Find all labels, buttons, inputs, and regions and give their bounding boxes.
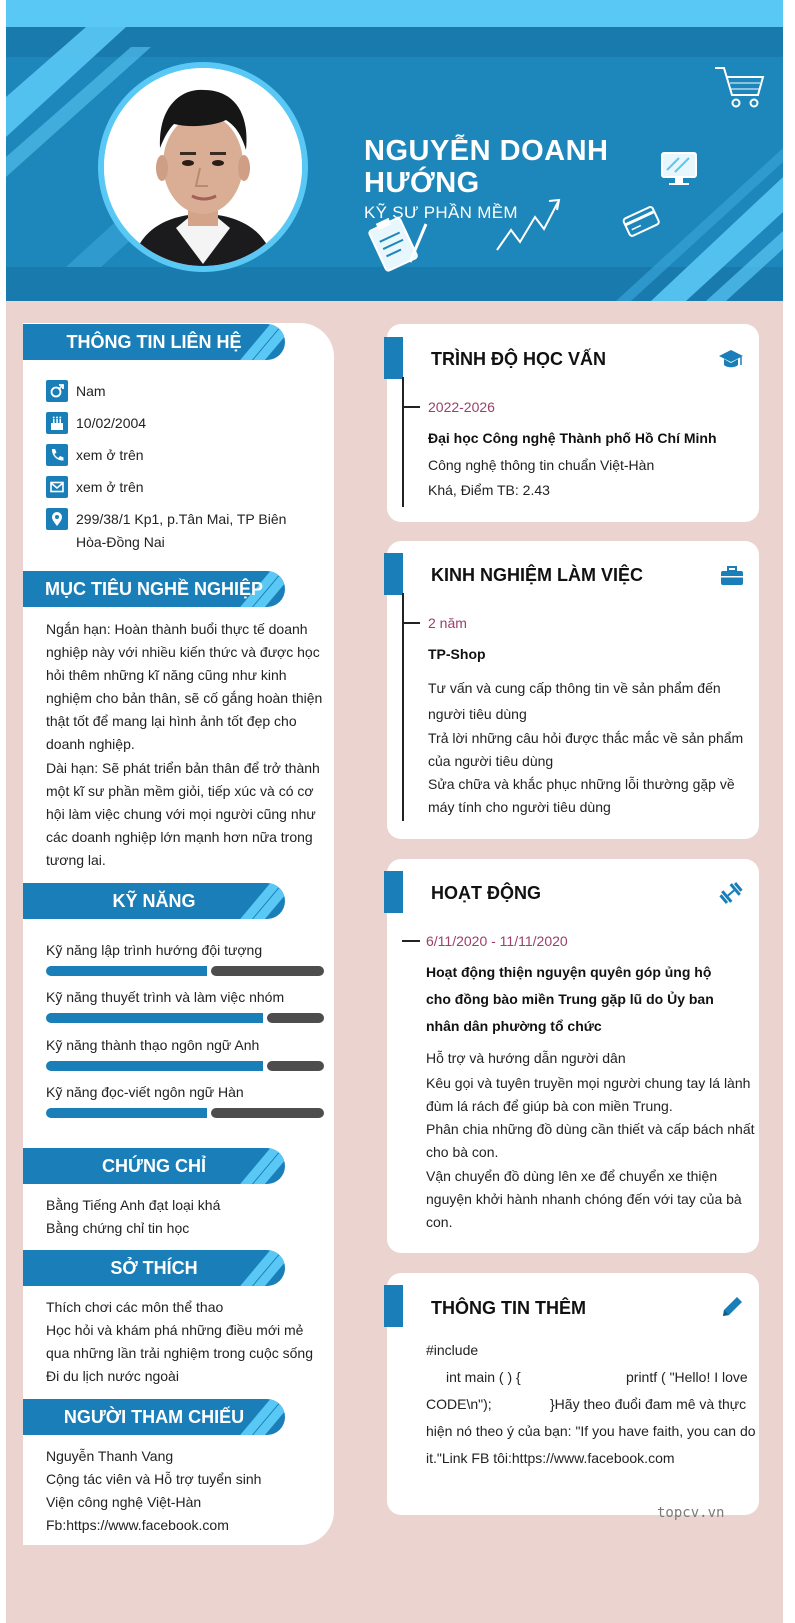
activity-task: Vận chuyển đồ dùng lên xe để chuyển xe thiện nguyện khởi hành nhanh chóng đến với tay của bà con. [426, 1168, 742, 1230]
contact-gender [46, 380, 306, 403]
section-title: THÔNG TIN THÊM [431, 1298, 586, 1318]
activity-period: 6/11/2020 - 11/11/2020 [426, 933, 568, 949]
contact-phone [46, 444, 306, 467]
skill-bar [46, 966, 324, 976]
section-hobbies-header [23, 1250, 285, 1286]
top-strip [6, 0, 783, 27]
activity-task: Kêu gọi và tuyên truyền mọi người chung tay lá lành đùm lá rách để giúp bà con miền Trung. [426, 1075, 751, 1114]
experience-period: 2 năm [428, 615, 467, 631]
location-pin-icon [46, 508, 68, 530]
birthday-value: 10/02/2004 [76, 415, 147, 431]
briefcase-icon [719, 563, 745, 589]
skill-label: Kỹ năng đọc-viết ngôn ngữ Hàn [46, 1084, 244, 1100]
reference-item: Cộng tác viên và Hỗ trợ tuyển sinh [46, 1471, 262, 1487]
contact-birthday [46, 412, 306, 435]
address-value: 299/38/1 Kp1, p.Tân Mai, TP Biên Hòa-Đồng Nai [76, 511, 287, 550]
email-icon [46, 476, 68, 498]
skill-label: Kỹ năng thuyết trình và làm việc nhóm [46, 989, 285, 1005]
hobby-item: Đi du lịch nước ngoài [46, 1368, 179, 1384]
hobby-item: Học hỏi và khám phá những điều mới mẻ qua những lần trải nghiệm trong cuộc sống [46, 1322, 313, 1361]
skill-label: Kỹ năng lập trình hướng đội tượng [46, 942, 263, 958]
skill-bar-fill [46, 966, 207, 976]
extra-line: hiện nó theo ý của bạn: "If you have faith, you can do [426, 1423, 756, 1439]
extra-line: }Hãy theo đuổi đam mê và thực [550, 1396, 747, 1412]
extra-line: CODE\n"); [426, 1396, 492, 1412]
section-title: KỸ NĂNG [112, 891, 196, 911]
section-title: NGƯỜI THAM CHIẾU [63, 1407, 245, 1427]
pencil-icon [719, 1294, 745, 1320]
experience-duty: Trả lời những câu hỏi được thắc mắc về sản phẩm của người tiêu dùng [428, 730, 744, 769]
section-skills-header [23, 883, 285, 919]
skill-bar-fill [46, 1013, 263, 1023]
extra-line: it."Link FB tôi:https://www.facebook.com [426, 1450, 675, 1466]
email-value: xem ở trên [76, 479, 144, 495]
phone-value: xem ở trên [76, 447, 144, 463]
job-title: KỸ SƯ PHẦN MỀM [364, 203, 518, 222]
monitor-icon [659, 150, 701, 188]
cv-page [6, 0, 783, 1623]
skill-bar [46, 1061, 324, 1071]
skill-bar-rest [267, 1061, 324, 1071]
section-references-header [23, 1399, 285, 1435]
extra-line: printf ( "Hello! I love [626, 1369, 748, 1385]
extra-line: int main ( ) { [446, 1369, 521, 1385]
education-school: Đại học Công nghệ Thành phố Hồ Chí Minh [428, 430, 717, 446]
skill-label: Kỹ năng thành thạo ngôn ngữ Anh [46, 1037, 260, 1053]
skill-bar-rest [211, 966, 324, 976]
section-contact-header [23, 324, 285, 360]
section-title: THÔNG TIN LIÊN HỆ [66, 332, 242, 352]
skill-bar [46, 1013, 324, 1023]
dumbbell-icon [718, 880, 744, 906]
objective-short-term: Ngắn hạn: Hoàn thành buổi thực tế doanh nghiệp này với nhiều kiến thức và được học hỏi thêm những kĩ năng cũng như kinh nghiệm cho bản thân, sẽ cố gắng hoàn thiện thật tốt để mang lại hình ảnh tốt đẹp cho doanh nghiệp. [46, 621, 323, 752]
birthday-cake-icon [46, 412, 68, 434]
header-banner [6, 27, 783, 301]
gender-value: Nam [76, 383, 106, 399]
section-title: KINH NGHIỆM LÀM VIỆC [431, 565, 644, 585]
objective-long-term: Dài hạn: Sẽ phát triển bản thân để trở thành một kĩ sư phần mềm giỏi, tiếp xúc và có cơ hội làm việc chung với mọi người cũng như các doanh nghiệp lớn mạnh hơn nữa trong tương lai. [46, 760, 320, 868]
graduation-cap-icon [718, 346, 744, 372]
experience-company: TP-Shop [428, 646, 486, 662]
section-title: MỤC TIÊU NGHỀ NGHIỆP [44, 579, 263, 599]
reference-item: Viện công nghệ Việt-Hàn [46, 1494, 202, 1510]
reference-item: Nguyễn Thanh Vang [46, 1448, 174, 1464]
watermark: topcv.vn [657, 1505, 725, 1521]
section-title: CHỨNG CHỈ [102, 1156, 206, 1176]
section-certificates-header [23, 1148, 285, 1184]
activity-task: Phân chia những đồ dùng cần thiết và cấp bách nhất cho bà con. [426, 1121, 755, 1160]
contact-email [46, 476, 306, 499]
avatar [104, 68, 302, 266]
section-title: TRÌNH ĐỘ HỌC VẤN [431, 349, 606, 369]
education-major: Công nghệ thông tin chuẩn Việt-Hàn [428, 457, 655, 473]
skill-bar-rest [267, 1013, 324, 1023]
skill-bar-rest [211, 1108, 324, 1118]
skill-bar [46, 1108, 324, 1118]
credit-card-icon [621, 205, 661, 237]
section-objective-header [23, 571, 285, 607]
experience-duty: Sửa chữa và khắc phục những lỗi thường gặp về máy tính cho người tiêu dùng [428, 776, 735, 815]
skill-bar-fill [46, 1061, 263, 1071]
activity-task: Hỗ trợ và hướng dẫn người dân [426, 1050, 626, 1066]
skill-bar-fill [46, 1108, 207, 1118]
reference-item: Fb:https://www.facebook.com [46, 1517, 229, 1533]
hobby-item: Thích chơi các môn thể thao [46, 1299, 224, 1315]
extra-line: #include [426, 1342, 479, 1358]
section-title: HOẠT ĐỘNG [431, 883, 541, 903]
education-grade: Khá, Điểm TB: 2.43 [428, 482, 550, 498]
education-period: 2022-2026 [428, 399, 495, 415]
gender-icon [46, 380, 68, 402]
activity-name: Hoạt động thiện nguyện quyên góp ủng hộ cho đồng bào miền Trung gặp lũ do Ủy ban nhân dân phường tổ chức [426, 964, 714, 1034]
shopping-cart-icon [712, 63, 766, 109]
contact-address [46, 508, 306, 554]
phone-icon [46, 444, 68, 466]
section-title: SỞ THÍCH [110, 1258, 198, 1278]
certificate-item: Bằng Tiếng Anh đạt loại khá [46, 1197, 221, 1213]
experience-duty: Tư vấn và cung cấp thông tin về sản phẩm đến người tiêu dùng [428, 680, 721, 722]
candidate-name: NGUYỄN DOANH HƯỚNG [364, 135, 609, 199]
certificate-item: Bằng chứng chỉ tin học [46, 1220, 190, 1236]
portrait-photo [104, 68, 302, 266]
